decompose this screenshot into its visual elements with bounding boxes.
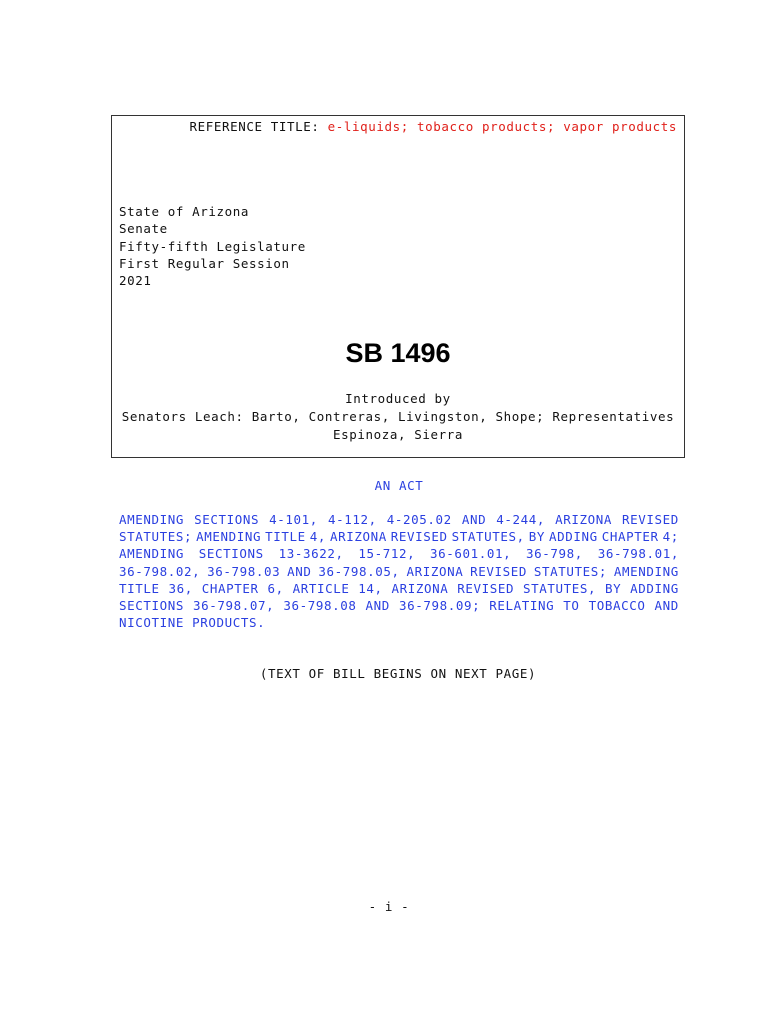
act-word: 4-244, (496, 512, 546, 527)
act-word: REVISED (457, 580, 515, 596)
act-word: 36-798.02, (119, 563, 201, 579)
act-word: STATUTES; (119, 529, 193, 545)
act-word: AMENDING (119, 512, 185, 527)
sponsors-line-1: Senators Leach: Barto, Contreras, Livingston, Shope; Representatives (121, 409, 675, 424)
session-line-chamber: Senate (119, 221, 168, 237)
act-word: REVISED (390, 529, 448, 545)
act-word: TO (563, 598, 580, 614)
act-word: 14, (358, 580, 383, 596)
act-line (119, 528, 679, 545)
act-word: 6, (267, 580, 284, 596)
session-line-legislature: Fifty-fifth Legislature (119, 238, 306, 254)
reference-title (189, 119, 677, 135)
act-word: ADDING (630, 580, 679, 596)
act-word: 4-112, (327, 512, 377, 527)
reference-title-value: e-liquids; tobacco products; vapor products (327, 119, 677, 134)
act-word: 36-798.09; (398, 598, 481, 614)
act-word: RELATING (489, 598, 555, 614)
act-word: 36-798.08 (283, 598, 357, 614)
act-word: CHAPTER (201, 580, 259, 596)
act-word: NICOTINE PRODUCTS. (119, 615, 266, 631)
act-word: SECTIONS (198, 546, 264, 562)
act-word: 4-205.02 (386, 512, 452, 527)
act-word: BY (604, 580, 622, 596)
sponsors (112, 390, 684, 444)
act-word: CHAPTER (601, 529, 659, 545)
act-word: TITLE (265, 529, 306, 545)
act-word: 36, (168, 580, 193, 596)
act-word: 36-798.05, (318, 563, 400, 579)
act-word: AND (461, 512, 487, 527)
act-word: 36-798.03 (207, 563, 281, 579)
act-word: 4-101, (269, 512, 318, 527)
sponsors-line-2: Espinoza, Sierra (332, 427, 463, 442)
bill-cover-box (111, 115, 685, 458)
act-word: STATUTES, (523, 580, 597, 596)
act-word: AMENDING (119, 546, 185, 562)
bill-number: SB 1496 (345, 338, 451, 368)
act-word: ARIZONA (391, 580, 449, 596)
introduced-by-label: Introduced by (345, 391, 451, 406)
act-word: AMENDING (196, 529, 262, 545)
act-line (119, 563, 679, 580)
act-word: AND (287, 563, 312, 579)
act-word: ARIZONA (329, 529, 387, 545)
act-word: STATUTES, (451, 529, 525, 545)
act-word: 36-798, (526, 546, 583, 562)
act-line (119, 511, 679, 528)
session-line-state: State of Arizona (119, 204, 250, 219)
session-line-session: First Regular Session (119, 255, 290, 271)
act-word: 4, (309, 529, 326, 545)
act-word: SECTIONS (194, 512, 260, 527)
act-word: REVISED (470, 563, 528, 579)
act-word: AND (654, 598, 679, 614)
act-word: ARIZONA (555, 512, 612, 527)
act-word: AMENDING (613, 563, 679, 579)
act-description (119, 511, 679, 631)
act-word: AND (365, 598, 390, 614)
act-word: BY (528, 529, 546, 545)
act-word: ADDING (549, 529, 598, 545)
act-word: TITLE (119, 580, 160, 596)
act-line (119, 597, 679, 614)
session-info (119, 203, 306, 289)
page-number: - i - (368, 899, 410, 914)
act-word: STATUTES; (533, 563, 608, 579)
act-line (119, 580, 679, 597)
reference-title-label: REFERENCE TITLE: (189, 119, 328, 134)
act-heading: AN ACT (374, 478, 424, 493)
act-word: 36-798.07, (193, 598, 275, 614)
act-line (119, 545, 679, 562)
act-line (119, 614, 679, 631)
act-word: ARIZONA (406, 563, 464, 579)
act-word: 13-3622, (278, 546, 344, 562)
act-word: SECTIONS (119, 598, 185, 614)
act-word: 4; (662, 529, 679, 545)
act-word: REVISED (622, 512, 679, 527)
bill-begins-note: (TEXT OF BILL BEGINS ON NEXT PAGE) (259, 666, 537, 681)
act-word: TOBACCO (588, 598, 646, 614)
session-line-year: 2021 (119, 273, 152, 289)
act-word: 15-712, (358, 546, 416, 562)
act-word: 36-798.01, (597, 546, 679, 562)
act-word: ARTICLE (292, 580, 350, 596)
act-word: 36-601.01, (430, 546, 512, 562)
